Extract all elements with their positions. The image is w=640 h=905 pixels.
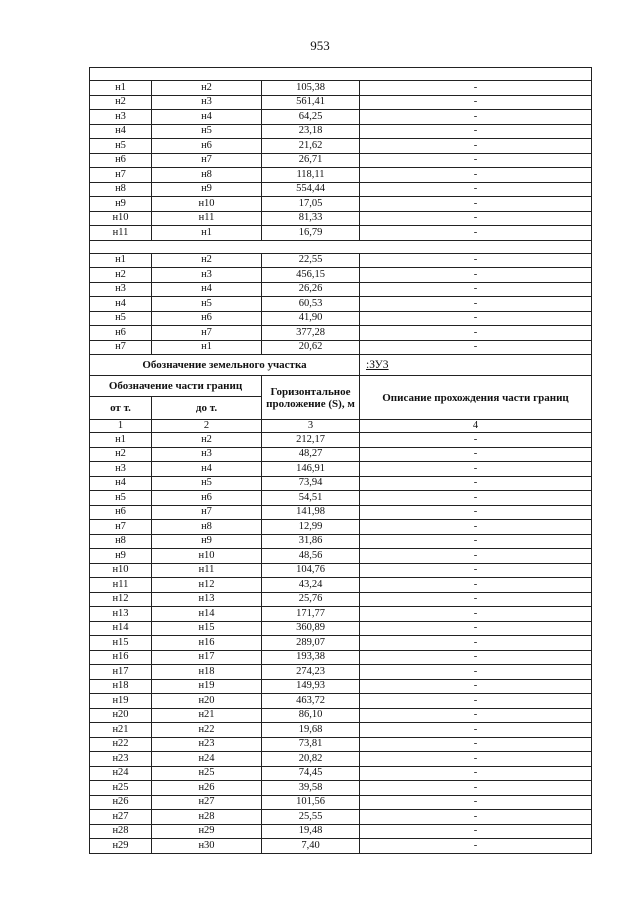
description-cell: - (360, 679, 592, 694)
from-point-cell: н1 (90, 433, 152, 448)
column-number: 4 (360, 420, 592, 433)
to-point-cell: н30 (152, 839, 262, 854)
from-point-cell: н2 (90, 268, 152, 283)
from-point-cell: н6 (90, 153, 152, 168)
boundary-table (89, 67, 592, 854)
length-cell: 377,28 (262, 326, 360, 341)
description-cell: - (360, 694, 592, 709)
from-point-cell: н4 (90, 124, 152, 139)
description-cell: - (360, 592, 592, 607)
description-cell: - (360, 839, 592, 854)
length-cell: 289,07 (262, 636, 360, 651)
length-cell: 19,68 (262, 723, 360, 738)
length-cell: 118,11 (262, 168, 360, 183)
length-cell: 16,79 (262, 226, 360, 241)
table-row (90, 665, 592, 680)
table-row (90, 110, 592, 125)
table-row (90, 650, 592, 665)
description-cell: - (360, 340, 592, 355)
description-cell: - (360, 110, 592, 125)
from-point-cell: н21 (90, 723, 152, 738)
column-number: 2 (152, 420, 262, 433)
length-cell: 25,55 (262, 810, 360, 825)
to-point-cell: н7 (152, 326, 262, 341)
description-cell: - (360, 81, 592, 96)
table-row (90, 708, 592, 723)
length-cell: 212,17 (262, 433, 360, 448)
from-point-cell: н13 (90, 607, 152, 622)
from-point-cell: н11 (90, 578, 152, 593)
from-point-cell: н5 (90, 139, 152, 154)
page-number: 953 (310, 38, 330, 53)
length-cell: 81,33 (262, 211, 360, 226)
table-row (90, 723, 592, 738)
to-point-cell: н11 (152, 211, 262, 226)
length-cell: 26,71 (262, 153, 360, 168)
length-cell: 274,23 (262, 665, 360, 680)
to-point-cell: н7 (152, 505, 262, 520)
length-cell: 105,38 (262, 81, 360, 96)
from-point-cell: н18 (90, 679, 152, 694)
from-point-cell: н8 (90, 182, 152, 197)
from-point-cell: н20 (90, 708, 152, 723)
table-row (90, 824, 592, 839)
separator-cell (90, 68, 592, 81)
to-point-cell: н5 (152, 124, 262, 139)
from-point-cell: н3 (90, 282, 152, 297)
description-cell: - (360, 433, 592, 448)
to-point-cell: н4 (152, 110, 262, 125)
length-cell: 463,72 (262, 694, 360, 709)
table-row (90, 621, 592, 636)
length-cell: 554,44 (262, 182, 360, 197)
from-point-cell: н7 (90, 168, 152, 183)
description-cell: - (360, 563, 592, 578)
to-point-cell: н19 (152, 679, 262, 694)
to-point-cell: н3 (152, 268, 262, 283)
from-point-cell: н26 (90, 795, 152, 810)
table-row (90, 578, 592, 593)
description-cell: - (360, 795, 592, 810)
to-point-cell: н14 (152, 607, 262, 622)
description-cell: - (360, 462, 592, 477)
table-row (90, 81, 592, 96)
to-point-cell: н15 (152, 621, 262, 636)
table-row (90, 592, 592, 607)
table-row (90, 182, 592, 197)
to-point-cell: н16 (152, 636, 262, 651)
length-cell: 104,76 (262, 563, 360, 578)
length-cell: 86,10 (262, 708, 360, 723)
from-point-cell: н19 (90, 694, 152, 709)
from-point-cell: н3 (90, 462, 152, 477)
to-point-cell: н8 (152, 520, 262, 535)
length-cell: 17,05 (262, 197, 360, 212)
from-point-cell: н12 (90, 592, 152, 607)
table-row (90, 636, 592, 651)
to-point-cell: н3 (152, 447, 262, 462)
description-cell: - (360, 476, 592, 491)
to-point-cell: н2 (152, 253, 262, 268)
table-row (90, 153, 592, 168)
from-point-cell: н6 (90, 505, 152, 520)
description-cell: - (360, 650, 592, 665)
to-point-cell: н7 (152, 153, 262, 168)
description-cell: - (360, 505, 592, 520)
length-cell: 54,51 (262, 491, 360, 506)
from-point-cell: н5 (90, 311, 152, 326)
description-cell: - (360, 752, 592, 767)
to-point-cell: н12 (152, 578, 262, 593)
from-point-cell: н5 (90, 491, 152, 506)
from-point-cell: н22 (90, 737, 152, 752)
length-cell: 39,58 (262, 781, 360, 796)
description-cell: - (360, 737, 592, 752)
table-row (90, 433, 592, 448)
description-cell: - (360, 824, 592, 839)
table-row (90, 520, 592, 535)
description-cell: - (360, 534, 592, 549)
length-cell: 12,99 (262, 520, 360, 535)
length-cell: 146,91 (262, 462, 360, 477)
length-cell: 149,93 (262, 679, 360, 694)
to-point-cell: н23 (152, 737, 262, 752)
length-cell: 20,82 (262, 752, 360, 767)
description-cell: - (360, 520, 592, 535)
length-cell: 64,25 (262, 110, 360, 125)
section-c-header (90, 355, 592, 433)
from-point-cell: н10 (90, 211, 152, 226)
table-row (90, 563, 592, 578)
to-header: до т. (152, 397, 262, 420)
description-cell: - (360, 708, 592, 723)
to-point-cell: н27 (152, 795, 262, 810)
length-cell: 48,56 (262, 549, 360, 564)
table-row (90, 462, 592, 477)
parcel-code: :ЗУ3 (360, 355, 592, 376)
to-point-cell: н20 (152, 694, 262, 709)
length-cell: 561,41 (262, 95, 360, 110)
length-cell: 456,15 (262, 268, 360, 283)
description-header: Описание прохождения части границ (360, 376, 592, 420)
description-cell: - (360, 139, 592, 154)
from-point-cell: н29 (90, 839, 152, 854)
section-b-body (90, 240, 592, 355)
length-cell: 171,77 (262, 607, 360, 622)
to-point-cell: н4 (152, 282, 262, 297)
table-row (90, 476, 592, 491)
table-row (90, 340, 592, 355)
from-point-cell: н1 (90, 81, 152, 96)
table-row (90, 781, 592, 796)
from-point-cell: н16 (90, 650, 152, 665)
description-cell: - (360, 491, 592, 506)
description-cell: - (360, 211, 592, 226)
length-cell: 41,90 (262, 311, 360, 326)
length-cell: 73,94 (262, 476, 360, 491)
table-row (90, 311, 592, 326)
length-cell: 101,56 (262, 795, 360, 810)
from-point-cell: н3 (90, 110, 152, 125)
length-cell: 20,62 (262, 340, 360, 355)
description-cell: - (360, 447, 592, 462)
from-point-cell: н1 (90, 253, 152, 268)
to-point-cell: н5 (152, 297, 262, 312)
from-point-cell: н27 (90, 810, 152, 825)
table-row (90, 253, 592, 268)
from-point-cell: н9 (90, 197, 152, 212)
from-header: от т. (90, 397, 152, 420)
to-point-cell: н22 (152, 723, 262, 738)
table-row (90, 737, 592, 752)
from-point-cell: н2 (90, 447, 152, 462)
to-point-cell: н28 (152, 810, 262, 825)
description-cell: - (360, 226, 592, 241)
table-row (90, 549, 592, 564)
table-row (90, 95, 592, 110)
table-row (90, 795, 592, 810)
table-row (90, 197, 592, 212)
to-point-cell: н2 (152, 81, 262, 96)
length-cell: 43,24 (262, 578, 360, 593)
length-cell: 22,55 (262, 253, 360, 268)
from-point-cell: н28 (90, 824, 152, 839)
to-point-cell: н26 (152, 781, 262, 796)
table-row (90, 168, 592, 183)
table-row (90, 810, 592, 825)
description-cell: - (360, 621, 592, 636)
length-cell: 23,18 (262, 124, 360, 139)
table-row (90, 607, 592, 622)
length-cell: 19,48 (262, 824, 360, 839)
table-row (90, 297, 592, 312)
description-cell: - (360, 766, 592, 781)
description-cell: - (360, 607, 592, 622)
to-point-cell: н6 (152, 491, 262, 506)
table-row (90, 226, 592, 241)
to-point-cell: н24 (152, 752, 262, 767)
to-point-cell: н2 (152, 433, 262, 448)
to-point-cell: н6 (152, 311, 262, 326)
section-a-body (90, 68, 592, 241)
length-cell: 25,76 (262, 592, 360, 607)
description-cell: - (360, 723, 592, 738)
to-point-cell: н3 (152, 95, 262, 110)
table-row (90, 505, 592, 520)
to-point-cell: н1 (152, 226, 262, 241)
length-cell: 21,62 (262, 139, 360, 154)
description-cell: - (360, 253, 592, 268)
to-point-cell: н1 (152, 340, 262, 355)
length-cell: 193,38 (262, 650, 360, 665)
horizontal-header: Горизонтальное проложение (S), м (262, 376, 360, 420)
from-point-cell: н9 (90, 549, 152, 564)
description-cell: - (360, 168, 592, 183)
description-cell: - (360, 549, 592, 564)
to-point-cell: н21 (152, 708, 262, 723)
from-point-cell: н15 (90, 636, 152, 651)
part-designation-header: Обозначение части границ (90, 376, 262, 397)
table-row (90, 124, 592, 139)
from-point-cell: н2 (90, 95, 152, 110)
column-number-row (90, 420, 592, 433)
from-point-cell: н17 (90, 665, 152, 680)
table-row (90, 139, 592, 154)
table-row (90, 679, 592, 694)
length-cell: 31,86 (262, 534, 360, 549)
to-point-cell: н10 (152, 549, 262, 564)
to-point-cell: н6 (152, 139, 262, 154)
description-cell: - (360, 665, 592, 680)
from-point-cell: н23 (90, 752, 152, 767)
parcel-row (90, 355, 592, 376)
from-point-cell: н6 (90, 326, 152, 341)
from-point-cell: н4 (90, 476, 152, 491)
table-row (90, 839, 592, 854)
description-cell: - (360, 810, 592, 825)
length-cell: 360,89 (262, 621, 360, 636)
separator-cell (90, 240, 592, 253)
separator-row (90, 68, 592, 81)
to-point-cell: н9 (152, 534, 262, 549)
description-cell: - (360, 124, 592, 139)
description-cell: - (360, 197, 592, 212)
table-row (90, 491, 592, 506)
table-row (90, 534, 592, 549)
from-point-cell: н24 (90, 766, 152, 781)
from-point-cell: н25 (90, 781, 152, 796)
table-row (90, 766, 592, 781)
description-cell: - (360, 781, 592, 796)
from-point-cell: н11 (90, 226, 152, 241)
to-point-cell: н25 (152, 766, 262, 781)
table-row (90, 268, 592, 283)
parcel-label: Обозначение земельного участка (90, 355, 360, 376)
to-point-cell: н5 (152, 476, 262, 491)
to-point-cell: н10 (152, 197, 262, 212)
length-cell: 74,45 (262, 766, 360, 781)
table-row (90, 326, 592, 341)
column-number: 3 (262, 420, 360, 433)
from-point-cell: н10 (90, 563, 152, 578)
to-point-cell: н18 (152, 665, 262, 680)
table-row (90, 211, 592, 226)
length-cell: 73,81 (262, 737, 360, 752)
description-cell: - (360, 326, 592, 341)
to-point-cell: н17 (152, 650, 262, 665)
length-cell: 141,98 (262, 505, 360, 520)
from-point-cell: н4 (90, 297, 152, 312)
from-point-cell: н8 (90, 534, 152, 549)
description-cell: - (360, 297, 592, 312)
to-point-cell: н8 (152, 168, 262, 183)
from-point-cell: н7 (90, 340, 152, 355)
length-cell: 48,27 (262, 447, 360, 462)
section-c-body (90, 433, 592, 854)
description-cell: - (360, 153, 592, 168)
description-cell: - (360, 268, 592, 283)
description-cell: - (360, 282, 592, 297)
to-point-cell: н13 (152, 592, 262, 607)
to-point-cell: н29 (152, 824, 262, 839)
description-cell: - (360, 182, 592, 197)
table-row (90, 282, 592, 297)
length-cell: 26,26 (262, 282, 360, 297)
table-row (90, 752, 592, 767)
separator-row (90, 240, 592, 253)
from-point-cell: н7 (90, 520, 152, 535)
description-cell: - (360, 95, 592, 110)
description-cell: - (360, 578, 592, 593)
table-row (90, 694, 592, 709)
description-cell: - (360, 311, 592, 326)
description-cell: - (360, 636, 592, 651)
to-point-cell: н4 (152, 462, 262, 477)
to-point-cell: н11 (152, 563, 262, 578)
to-point-cell: н9 (152, 182, 262, 197)
length-cell: 60,53 (262, 297, 360, 312)
column-number: 1 (90, 420, 152, 433)
header-row (90, 376, 592, 397)
table-row (90, 447, 592, 462)
from-point-cell: н14 (90, 621, 152, 636)
length-cell: 7,40 (262, 839, 360, 854)
